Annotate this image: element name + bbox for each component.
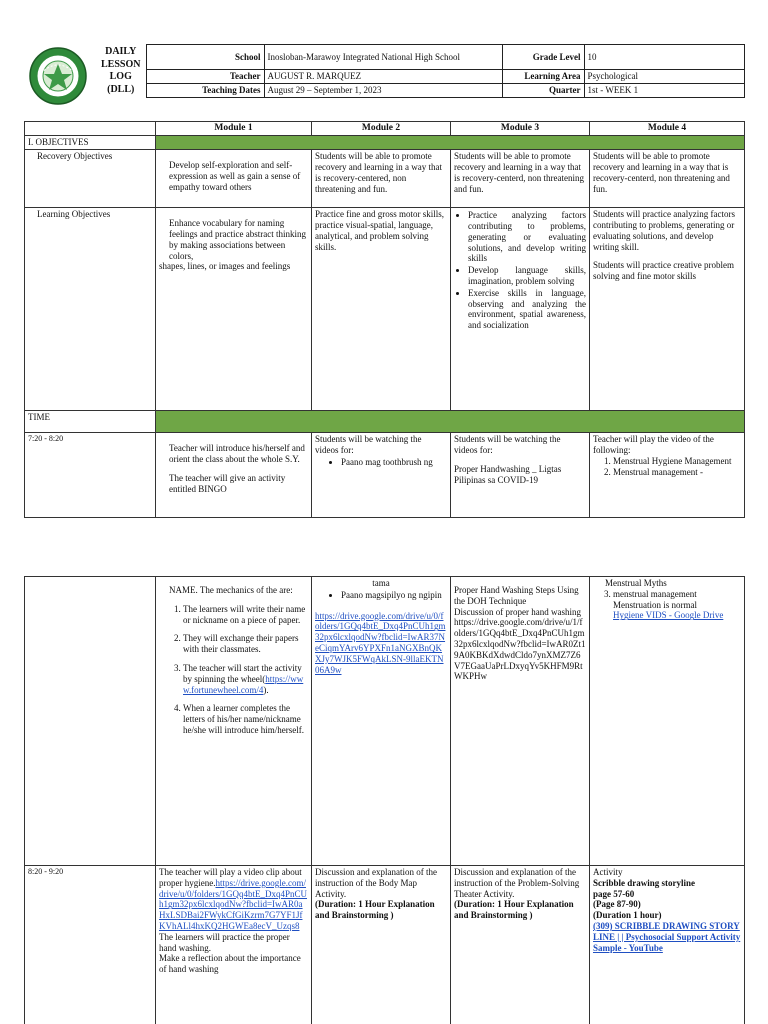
slot2-module-3: Discussion and explanation of the instruction of the Problem-Solving Theater Activity. (Duration: 1 Hour Explanation and Brainstorming ) <box>451 866 590 1024</box>
teaching-dates-value: August 29 – September 1, 2023 <box>264 84 502 98</box>
header-table <box>24 44 745 98</box>
learning-objective-m3 <box>451 208 590 411</box>
toothbrush-video-link[interactable]: https://drive.google.com/drive/u/0/folders/1GQq4btE_Dxq4PnCUh1gm32px6lcxlqodNw?fbclid=IwAR37NeCiqmYArv6YPXFn1aNGXBnQKXJy7WJK5FWqAkLSN-9llaEKTN06A9w <box>315 610 446 675</box>
bingo-step: 4. When a learner completes the letters of his/her name/nickname he/she will introduce him/herself. <box>183 703 308 735</box>
school-value: Inosloban-Marawoy Integrated National High School <box>264 45 502 70</box>
slot2-module-1: The teacher will play a video clip about proper hygiene.https://drive.google.com/drive/u/0/folders/1GQq4btE_Dxq4PnCUh1gm32px6lcxlqodNw?fbclid=IwAR0aHxLSDBai2FWykCfGiKzrm7G7YF1JfKVhALl4hxKQ2HGWEa8ecV_Uzqs8 The learners will practice the proper hand washing. Make a reflection about the importance of hand washing <box>156 866 312 1024</box>
cont-module-1: NAME. The mechanics of the are: 1. The learners will write their name or nickname on a piece of paper. 2. They will exchange their papers with their classmates. 3. The teacher will start the activity by spinning the wheel(https://www.fortunewheel.com/4). 4. When a learner completes the letters of his/her name/nickname he/she will introduce him/herself. <box>156 577 312 866</box>
corner-cell <box>25 122 156 136</box>
learning-objectives-label: Learning Objectives <box>25 208 156 411</box>
time-slot-2: 8:20 - 9:20 <box>25 866 156 1024</box>
learning-objective-m3-item: • Develop language skills, imagination, problem solving <box>468 265 586 287</box>
slot2-module-2: Discussion and explanation of the instruction of the Body Map Activity. (Duration: 1 Hour Explanation and Brainstorming ) <box>312 866 451 1024</box>
learning-objective-m4: Students will practice analyzing factors contributing to problems, generating or evaluating solutions, and develop writing skill. Students will practice creative problem solving and fine motor skills <box>590 208 745 411</box>
time-slot-1: 7:20 - 8:20 <box>25 433 156 518</box>
recovery-objectives-label: Recovery Objectives <box>25 150 156 208</box>
teacher-value: AUGUST R. MARQUEZ <box>264 70 502 84</box>
cont-module-4: Menstrual Myths 3. menstrual management Menstruation is normal Hygiene VIDS - Google Drive <box>590 577 745 866</box>
hygiene-vids-link[interactable]: Hygiene VIDS - Google Drive <box>613 610 724 621</box>
grade-level-value: 10 <box>584 45 744 70</box>
learning-objective-m2: Practice fine and gross motor skills, practice visual-spatial, language, analytical, and problem solving skills. <box>312 208 451 411</box>
slot1-module-2: Students will be watching the videos for: • Paano mag toothbrush ng <box>312 433 451 518</box>
recovery-objective-m3: Students will be able to promote recovery and learning in a way that is recovery-centerd, non threatening and fun. <box>451 150 590 208</box>
bingo-step: 2. They will exchange their papers with their classmates. <box>183 633 308 655</box>
module-1-header: Module 1 <box>156 122 312 136</box>
cont-module-3: Proper Hand Washing Steps Using the DOH Technique Discussion of proper hand washing https://drive.google.com/drive/u/1/folders/1GQq4btE_Dxq4PnCUh1gm32px6lcxlqodNw?fbclid=IwAR0Zt19A0KBKdXdwdCldo7ynXMZ7Z6V7EGaaUaPrLDxyqYv5KHFM9RtWKPHw <box>451 577 590 866</box>
module-4-header: Module 4 <box>590 122 745 136</box>
slot2-module-4: Activity Scribble drawing storyline page 57-60 (Page 87-90) (Duration 1 hour) (309) SCRIBBLE DRAWING STORYLINE | | Psychosocial Support Activity Sample - YouTube <box>590 866 745 1024</box>
recovery-objective-m2: Students will be able to promote recovery and learning in a way that is recovery-centered, non threatening and fun. <box>312 150 451 208</box>
continuation-table <box>24 576 745 1024</box>
quarter-value: 1st - WEEK 1 <box>584 84 744 98</box>
fortune-wheel-link[interactable]: https://www.fortunewheel.com/4 <box>183 673 304 695</box>
time-green-band <box>156 411 745 433</box>
learning-objective-m3-item: • Exercise skills in language, observing and analyzing the environment, spatial awareness, and socialization <box>468 288 586 331</box>
slot1-module-1: Teacher will introduce his/herself and orient the class about the whole S.Y. The teacher will give an activity entitled BINGO <box>156 433 312 518</box>
recovery-objective-m4: Students will be able to promote recovery and learning in a way that is recovery-centerd, non threatening and fun. <box>590 150 745 208</box>
teaching-dates-label: Teaching Dates <box>146 84 264 98</box>
learning-objective-m1: Enhance vocabulary for naming feelings and practice abstract thinking by making associations between colors, shapes, lines, or images and feelings <box>156 208 312 411</box>
grade-level-label: Grade Level <box>502 45 584 70</box>
hygiene-video-link[interactable]: https://drive.google.com/drive/u/0/folders/1GQq4btE_Dxq4PnCUh1gm32px6lcxlqodNw?fbclid=IwAR0aHxLSDBai2FWykCfGiKzrm7G7YF1JfKVhALl4hxKQ2HGWEa8ecV_Uzqs8 <box>159 877 307 931</box>
learning-area-value: Psychological <box>584 70 744 84</box>
handwashing-drive-url: https://drive.google.com/drive/u/1/folders/1GQq4btE_Dxq4PnCUh1gm32px6lcxlqodNw?fbclid=IwAR0Zt19A0KBKdXdwdCldo7ynXMZ7Z6V7EGaaUaPrLDxyqYv5KHFM9RtWKPHw <box>454 617 586 682</box>
time-slot-1-cont <box>25 577 156 866</box>
objectives-table <box>24 121 745 518</box>
slot1-module-4: Teacher will play the video of the following: 1. Menstrual Hygiene Management 2. Menstrual management - <box>590 433 745 518</box>
objectives-green-band <box>156 136 745 150</box>
objectives-section-title: I. OBJECTIVES <box>25 136 156 150</box>
cont-module-2: tama • Paano magsipilyo ng ngipin https://drive.google.com/drive/u/0/folders/1GQq4btE_Dxq4PnCUh1gm32px6lcxlqodNw?fbclid=IwAR37NeCiqmYArv6YPXFn1aNGXBnQKXJy7WJK5FWqAkLSN-9llaEKTN06A9w <box>312 577 451 866</box>
module-3-header: Module 3 <box>451 122 590 136</box>
quarter-label: Quarter <box>502 84 584 98</box>
recovery-objective-m1: Develop self-exploration and self-expression as well as gain a sense of empathy toward others <box>156 150 312 208</box>
bingo-step: 3. The teacher will start the activity by spinning the wheel(https://www.fortunewheel.com/4). <box>183 663 308 695</box>
learning-objective-m3-item: • Practice analyzing factors contributing to problems, generating or evaluating solutions, and develop writing skills <box>468 210 586 264</box>
school-label: School <box>146 45 264 70</box>
learning-area-label: Learning Area <box>502 70 584 84</box>
bingo-step: 1. The learners will write their name or nickname on a piece of paper. <box>183 604 308 626</box>
teacher-label: Teacher <box>146 70 264 84</box>
module-2-header: Module 2 <box>312 122 451 136</box>
slot1-module-3: Students will be watching the videos for: Proper Handwashing _ Ligtas Pilipinas sa COVID-19 <box>451 433 590 518</box>
time-label: TIME <box>25 411 156 433</box>
scribble-drawing-youtube-link[interactable]: (309) SCRIBBLE DRAWING STORYLINE | | Psychosocial Support Activity Sample - YouTube <box>593 920 741 953</box>
dll-title: DAILY LESSON LOG (DLL) <box>96 45 146 98</box>
